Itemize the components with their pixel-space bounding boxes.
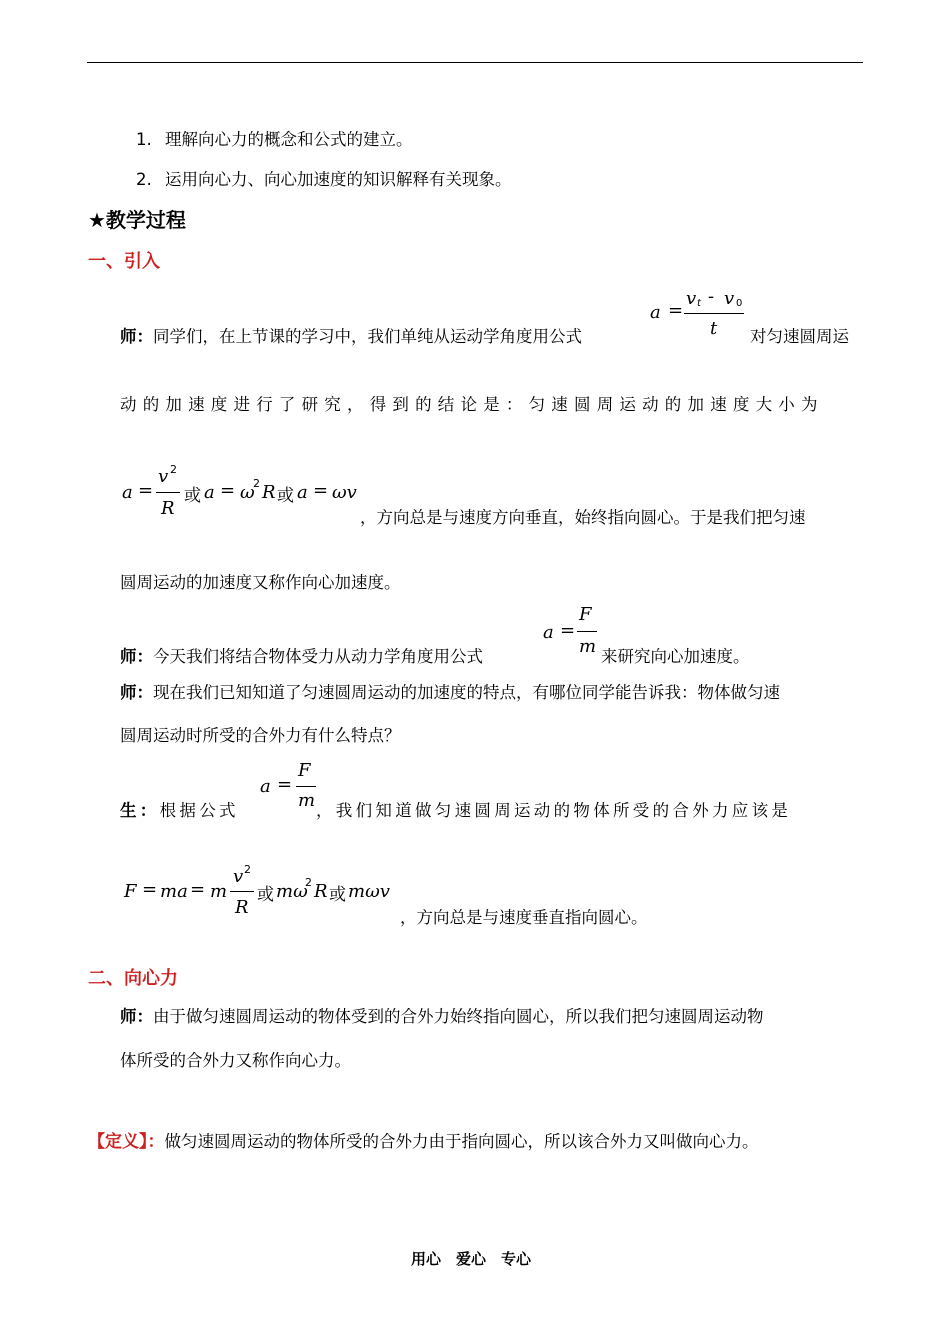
p1-line2: 动的加速度进行了研究，得到的结论是：匀速圆周运动的加速度大小为 — [120, 395, 824, 414]
paragraph-text: 现在我们已知知道了匀速圆周运动的加速度的特点，有哪位同学能告诉我：物体做匀速 — [153, 683, 780, 702]
section-title: ★教学过程 — [88, 208, 186, 232]
page-footer: 用心 爱心 专心 — [411, 1250, 532, 1268]
p1-line1 — [120, 323, 582, 347]
speaker-label: 师： — [120, 1007, 153, 1026]
speaker-label: 生： — [120, 801, 160, 820]
speaker-label: 师： — [120, 647, 153, 666]
p1-line1-tail: 对匀速圆周运 — [750, 327, 849, 346]
paragraph-text: 根据公式 — [159, 801, 239, 820]
formula-kinematic-acceleration: a = v t - v 0 t — [650, 286, 743, 339]
p4-line1-tail: ，我们知道做匀速圆周运动的物体所受的合外力应该是 — [316, 801, 792, 820]
formula-newton-acceleration-2: a = F m — [260, 760, 316, 811]
speaker-label: 师： — [120, 327, 153, 346]
p1-line4: 圆周运动的加速度又称作向心加速度。 — [120, 573, 401, 592]
formula-centripetal-force: F = ma = m v 2 R 或 mω 2 R 或 mωv — [124, 863, 390, 918]
p1-line3: ，方向总是与速度方向垂直，始终指向圆心。于是我们把匀速 — [360, 508, 806, 527]
paragraph-text: 由于做匀速圆周运动的物体受到的合外力始终指向圆心，所以我们把匀速圆周运动物 — [153, 1007, 764, 1026]
part2-p1-line2: 体所受的合外力又称作向心力。 — [120, 1051, 351, 1070]
definition-label: 【定义】： — [88, 1132, 165, 1152]
list-number: 1. — [136, 130, 152, 149]
p4-line2: ，方向总是与速度垂直指向圆心。 — [400, 908, 648, 927]
heading-intro: 一、引入 — [88, 251, 160, 272]
part2-p1-line1 — [120, 1003, 764, 1027]
list-text: 理解向心力的概念和公式的建立。 — [165, 130, 413, 149]
speaker-label: 师： — [120, 683, 153, 702]
list-number: 2. — [136, 170, 152, 189]
definition — [88, 1127, 759, 1152]
p3-line1 — [120, 679, 780, 703]
objective-1 — [136, 126, 413, 150]
heading-centripetal-force: 二、向心力 — [88, 968, 178, 989]
header-rule — [87, 62, 863, 63]
p2-line1-tail: 来研究向心加速度。 — [601, 647, 750, 666]
paragraph-text: 今天我们将结合物体受力从动力学角度用公式 — [153, 647, 483, 666]
definition-text: 做匀速圆周运动的物体所受的合外力由于指向圆心，所以该合外力又叫做向心力。 — [164, 1132, 759, 1151]
objective-2 — [136, 166, 512, 190]
list-text: 运用向心力、向心加速度的知识解释有关现象。 — [165, 170, 512, 189]
formula-newton-acceleration: a = F m — [543, 604, 597, 657]
p4-line1 — [120, 797, 239, 821]
p3-line2: 圆周运动时所受的合外力有什么特点？ — [120, 726, 401, 745]
paragraph-text: 同学们，在上节课的学习中，我们单纯从运动学角度用公式 — [153, 327, 582, 346]
p2-line1 — [120, 643, 483, 667]
formula-centripetal-acceleration: a = v 2 R 或 a = ω 2 R 或 a = ωv — [122, 463, 357, 519]
